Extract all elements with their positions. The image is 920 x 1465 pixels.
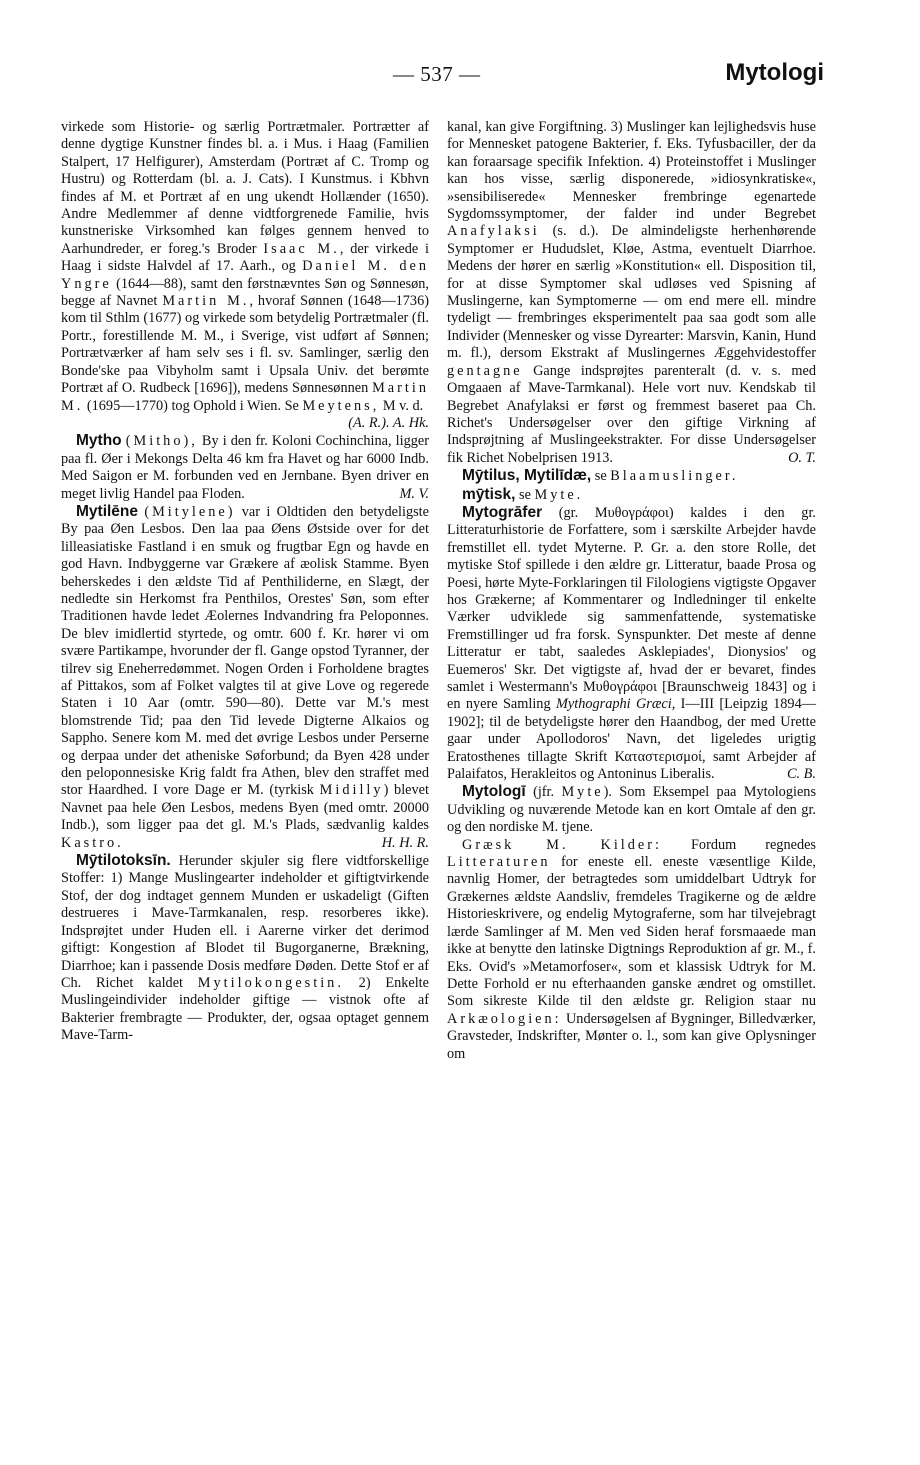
- entry-headword: mȳtisk,: [462, 485, 516, 503]
- author-signature: M. V.: [399, 485, 429, 502]
- entry-mytho: Mytho (Mitho), By i den fr. Koloni Cochinchina, ligger paa fl. Øer i Mekongs Delta 46 km fra Havet og har 6000 Indb. Med Saigon er M. forbunden ved en Jernbane. Byen driver en meget livlig Handel paa Floden. M. V.: [61, 432, 430, 502]
- cross-reference: Blaamuslinger.: [610, 468, 739, 485]
- entry-continuation-mytens: virkede som Historie- og særlig Portrætmaler. Portrætter af denne dygtige Kunstner findes bl. a. i Mus. i Haag (Familien Stalpert, 17 Helfigurer), Amsterdam (Portræt af C. Tromp og Hustru) og Rotterdam (bl. a. J. Cats). I Kunstmus. i Kbhvn findes af M. et Portræt af en ung ukendt Hollænder (1650). Andre Medlemmer af denne vidtforgrenede Familie, hvis kunstneriske Virksomhed kan følges gennem henved to Aarhundreder, er foreg.'s Broder Isaac M., der virkede i Haag i sidste Halvdel af 17. Aarh., og Daniel M. den Yngre (1644—88), samt den førstnævntes Søn og Sønnesøn, begge af Navnet Martin M., hvoraf Sønnen (1648—1736) kom til Sthlm (1677) og virkede som betydelig Portrætmaler (fl. Portr., forestillende M. M., i Sverige, vist udført af Sønnen; Portrætværker af ham selv ses i fl. sv. Samlinger, særlig den Bonde'ske paa Vibyholm samt i Upsala Univ. det berømte Portræt af O. Rudbeck [1696]), medens Sønnesønnen Martin M. (1695—1770) tog Ophold i Wien. Se Meytens, M v. d. (A. R.). A. Hk.: [61, 119, 430, 431]
- author-signature: H. H. R.: [381, 834, 429, 851]
- author-signature: O. T.: [788, 449, 816, 466]
- entry-headword: Mytogrāfer: [462, 503, 543, 521]
- entry-mytilotoksin: Mȳtilotoksīn. Herunder skjuler sig flere vidtforskellige Stoffer: 1) Mange Muslingearter indeholder et giftigtvirkende Stof, der dog indtaget gennem Munden er uskadeligt (Giften destrueres i Mave-Tarmkanalen, resp. resorberes ikke). Indsprøjtet under Huden ell. i Aarerne virker det derimod giftigt: Kongestion af Blodet til Bugorganerne, Brækning, Diarrhoe; kan i passende Dosis medføre Døden. Dette Stof er af Ch. Richet kaldet Mytilokongestin. 2) Enkelte Muslingeindivider indeholder giftige — vistnok ofte af Bakterier frembragte — Produkter, der, ogsaa optaget gennem Mave-Tarm-: [61, 852, 430, 1044]
- left-column: [61, 119, 429, 1045]
- cross-reference: Myte.: [534, 486, 584, 503]
- entry-headword: Mȳtilotoksīn.: [76, 852, 171, 870]
- section-graesk-mytologi: Græsk M. Kilder: Fordum regnedes Litteraturen for eneste ell. eneste væsentlige Kilde, navnlig Homer, der betragtedes som umiddelbart Udtryk for Grækernes ældste Aandsliv, fremdeles Tragikerne og de ældre Historieskrivere, og endelig Mytograferne, som har tilvejebragt lærde Samlinger af M. Men ved Siden heraf forsmaaede man ikke at benytte den latinske Digtnings Reproduktion af gr. M., f. Eks. Ovid's »Metamorfoser«, som et klassisk Udtryk for M. Dette Forhold er nu efterhaanden ganske ændret og omstillet. Som sikreste Kilde til den ældste gr. Religion staar nu Arkæologien: Undersøgelsen af Bygninger, Billedværker, Gravsteder, Indskrifter, Mønter o. l., som kan give Oplysninger om: [447, 836, 816, 1062]
- page-header: [0, 59, 920, 94]
- entry-headword: Mytho: [76, 432, 122, 450]
- right-column: [447, 119, 816, 1063]
- entry-mytilus: Mȳtilus, Mytilīdæ, se Blaamuslinger.: [462, 467, 739, 485]
- entry-mytilene: Mytilēne (Mitylene) var i Oldtiden den betydeligste By paa Øen Lesbos. Den laa paa Øens Østside over for det lilleasiatiske Fastland i en smuk og frugtbar Egn og havde en god Havn. Indbyggerne var Grækere af æolisk Stamme. Byen beherskedes i den ældste Tid af Penthiliderne, en Slægt, der nedledte sin Herkomst fra Penthilos, Orestes' Søn, som efter Traditionen havde ledet Æolernes Indvandring fra Peloponnes. De blev imidlertid styrtede, og omtr. 600 f. Kr. hører vi om svære Partikampe, hvorunder der fl. Gange opstod Tyranner, der tilrev sig Eneherredømmet. Nogen Orden i Forholdene bragtes af Pittakos, som af Folket valgtes til at give Love og regerede Staten i 10 Aar (omtr. 590—80). Dette var M.'s mest blomstrende Tid; paa den Tid levede Digterne Alkaios og Sappho. Senere kom M. med det øvrige Lesbos under Perserne og derpaa under det atheniske Søforbund; da Byen 428 under den peloponnesiske Krig faldt fra Athen, blev den straffet med stor Haardhed. I vore Dage er M. (tyrkisk Midilly) blevet Navnet paa hele Øen Lesbos, medens Byen (med omtr. 20000 Indb.), som ligger paa det gl. M.'s Plads, sædvanlig kaldes Kastro. H. H. R.: [61, 502, 429, 851]
- author-signature: C. B.: [787, 766, 816, 783]
- entry-mytografer: Mytogrāfer (gr. Μυθογράφοι) kaldes i den gr. Litteraturhistorie de Forfattere, som i særskilte Arbejder havde fremstillet ell. tydet Myterne. P. Gr. a. den store Rolle, det mytiske Stof spillede i den ældre gr. Litteratur, baade Prosa og Poesi, hørte Myte-Forklaringen til Filologiens vigtigste Opgaver hos Grækerne; af Kommentarer og Indledninger til enkelte Værker udviklede sig sammenfattende, systematiske Fremstillinger ud fra forsk. Synspunkter. Det meste af denne Litteratur er tabt, saaledes Asklepiades', Dionysios' og Euemeros' Skr. Det vigtigste af, hvad der er bevaret, findes samlet i Westermann's Μυθογράφοι [Braunschweig 1843] og i en nyere Samling Mythographi Græci, I—III [Leipzig 1894—1902]; til de betydeligste hører den Haandbog, der med Urette gaar under Apollodoros' Navn, det ligeledes urigtig Eratosthenes tillagte Skrift Καταστερισμοί, samt Arbejder af Palaifatos, Herakleitos og Antoninus Liberalis. C. B.: [447, 503, 817, 783]
- section-heading: Græsk M. Kilder:: [462, 836, 663, 853]
- running-head: Mytologi: [725, 59, 824, 86]
- entry-mytologi: Mytologī (jfr. Myte). Som Eksempel paa Mytologiens Udvikling og nuværende Metode kan en kort Omtale af den gr. og den nordiske M. tjene.: [447, 783, 817, 836]
- entry-headword: Mȳtilus, Mytilīdæ,: [462, 467, 592, 485]
- author-signature: (A. R.). A. Hk.: [348, 414, 429, 431]
- entry-headword: Mytilēne: [76, 502, 139, 520]
- entry-headword: Mytologī: [462, 783, 526, 801]
- entry-continuation-mytilotoksin: kanal, kan give Forgiftning. 3) Muslinger kan lejlighedsvis huse for Mennesket patogene Bakterier, f. Eks. Tyfusbaciller, der da kan foraarsage specifik Infektion. 4) Proteinstoffet i Muslinger kan hos visse, særlig disponerede, »idiosynkratiske«, »sensibiliserede« Mennesker frembringe egenartede Sygdomssymptomer, der falder ind under Begrebet Anafylaksi (s. d.). De almindeligste herhenhørende Symptomer er Hududslet, Kløe, Astma, eventuelt Diarrhoe. Medens der hører en særlig »Konstitution« ell. Disposition til, for at disse Symptomer skal udløses ved Spisning af Muslingerne, kan Symptomerne — om end mere ell. mindre tydeligt — frembringes eksperimentelt paa saa godt som alle Individer (Mennesker og visse Dyrearter: Marsvin, Kanin, Hund m. fl.), dersom Ekstrakt af Muslingernes Æggehvidestoffer gentagne Gange indsprøjtes parenteralt (d. v. s. med Omgaaen af Mave-Tarmkanal). Hele vort nuv. Kendskab til Begrebet Anafylaksi er først og fremmest baseret paa Ch. Richet's Undersøgelser over den giftige Virkning af Indsprøjtning af Muslingeekstrakter. For disse Undersøgelser fik Richet Nobelprisen 1913. O. T.: [447, 119, 817, 466]
- page-number: — 537 —: [393, 62, 481, 86]
- entry-mytisk: mȳtisk, se Myte.: [462, 485, 584, 503]
